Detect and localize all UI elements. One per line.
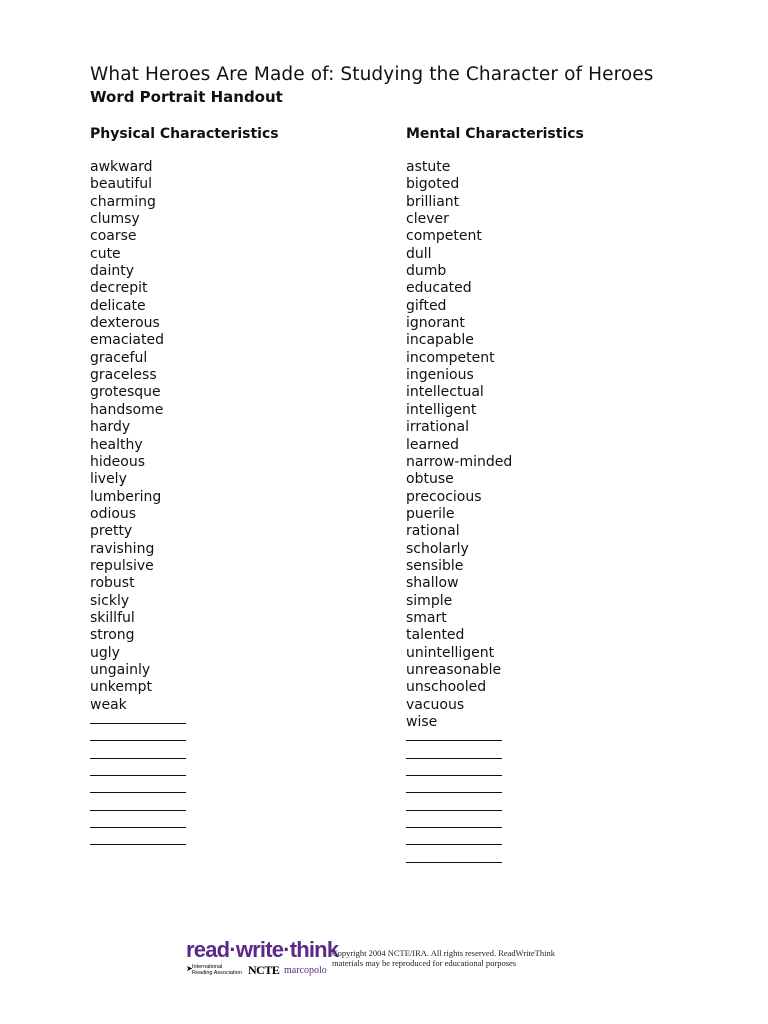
physical-blank-item	[90, 783, 390, 800]
mental-word-item: obtuse	[406, 471, 454, 488]
blank-line	[406, 731, 502, 741]
mental-blank-item	[406, 853, 706, 870]
physical-word-item: beautiful	[90, 176, 153, 193]
logo-word-read: read	[186, 937, 230, 962]
physical-word-item: skillful	[90, 609, 135, 626]
mental-word-item: irrational	[406, 419, 470, 436]
physical-word-item: charming	[90, 193, 156, 210]
physical-word-item: robust	[90, 575, 135, 592]
physical-blank-item	[90, 731, 390, 748]
copyright-line-2: materials may be reproduced for educational purposes	[332, 958, 517, 968]
physical-word-item: odious	[90, 505, 137, 522]
mental-word-item: brilliant	[406, 193, 460, 210]
blank-line	[406, 766, 502, 776]
logo-wordmark	[186, 938, 338, 962]
mental-word-item: talented	[406, 627, 465, 644]
mental-word-item: vacuous	[406, 696, 465, 713]
physical-word-item: pretty	[90, 523, 133, 540]
physical-word-item: decrepit	[90, 280, 148, 297]
logo-separator: ·	[283, 937, 290, 962]
mental-word-item: puerile	[406, 505, 455, 522]
blank-line	[406, 853, 502, 863]
physical-word-item: cute	[90, 245, 121, 262]
mental-word-item: bigoted	[406, 176, 460, 193]
physical-blank-item	[90, 749, 390, 766]
mental-word-item: dull	[406, 245, 432, 262]
mental-word-item: educated	[406, 280, 472, 297]
mental-blank-item	[406, 818, 706, 835]
mental-word-item: incapable	[406, 332, 474, 349]
mental-word-item: ignorant	[406, 315, 465, 332]
mental-word-item: precocious	[406, 488, 482, 505]
mental-word-item: incompetent	[406, 349, 495, 366]
blank-line	[406, 801, 502, 811]
physical-word-item: graceless	[90, 367, 157, 384]
physical-word-item: hardy	[90, 419, 131, 436]
copyright-line-1: Copyright 2004 NCTE/IRA. All rights reserved. ReadWriteThink	[332, 948, 555, 958]
physical-word-item: repulsive	[90, 557, 154, 574]
blank-line	[406, 835, 502, 845]
mental-blank-item	[406, 783, 706, 800]
mental-word-item: intelligent	[406, 401, 477, 418]
blank-line	[90, 801, 186, 811]
physical-word-item: clumsy	[90, 211, 140, 228]
mental-word-item: learned	[406, 436, 459, 453]
blank-line	[406, 818, 502, 828]
mental-word-list	[406, 159, 706, 870]
physical-blank-item	[90, 835, 390, 852]
physical-word-item: delicate	[90, 297, 146, 314]
blank-line	[406, 783, 502, 793]
mental-word-item: scholarly	[406, 540, 469, 557]
mental-word-item: simple	[406, 592, 453, 609]
blank-line	[90, 766, 186, 776]
physical-blank-item	[90, 801, 390, 818]
mental-word-item: shallow	[406, 575, 459, 592]
physical-word-item: unkempt	[90, 679, 152, 696]
mental-word-item: rational	[406, 523, 460, 540]
mental-word-item: ingenious	[406, 367, 474, 384]
physical-blank-item	[90, 818, 390, 835]
physical-word-item: graceful	[90, 349, 148, 366]
physical-word-item: grotesque	[90, 384, 161, 401]
mental-word-item: smart	[406, 609, 447, 626]
mental-word-item: unreasonable	[406, 661, 502, 678]
ira-arrow-icon: ➤	[186, 964, 193, 973]
copyright-notice	[332, 948, 555, 968]
blank-line	[90, 714, 186, 724]
logo-word-write: write	[235, 937, 284, 962]
mental-word-item: narrow-minded	[406, 453, 513, 470]
page-subtitle: Word Portrait Handout	[90, 88, 283, 106]
mental-word-item: competent	[406, 228, 482, 245]
mental-blank-item	[406, 801, 706, 818]
partner-ira: International Reading Association	[192, 964, 242, 976]
logo-word-think: think	[289, 937, 339, 962]
physical-word-item: handsome	[90, 401, 164, 418]
physical-word-item: ugly	[90, 644, 120, 661]
physical-word-item: ravishing	[90, 540, 155, 557]
mental-word-item: wise	[406, 714, 438, 730]
mental-blank-item	[406, 731, 706, 748]
physical-word-list	[90, 159, 390, 853]
mental-blank-item	[406, 766, 706, 783]
physical-word-item: lively	[90, 471, 127, 488]
physical-word-item: sickly	[90, 592, 130, 609]
mental-blank-item	[406, 835, 706, 852]
mental-word-item: dumb	[406, 263, 447, 280]
blank-line	[90, 835, 186, 845]
readwritethink-logo	[186, 937, 339, 982]
blank-line	[90, 818, 186, 828]
physical-blank-item	[90, 766, 390, 783]
logo-partners	[186, 963, 328, 979]
physical-word-item: healthy	[90, 436, 143, 453]
physical-word-item: coarse	[90, 228, 137, 245]
mental-word-item: intellectual	[406, 384, 484, 401]
blank-line	[90, 731, 186, 741]
partner-marcopolo: marcopolo	[284, 965, 327, 976]
mental-word-item: sensible	[406, 557, 464, 574]
blank-line	[406, 749, 502, 759]
physical-word-item: awkward	[90, 159, 153, 175]
mental-word-item: unschooled	[406, 679, 487, 696]
physical-word-item: strong	[90, 627, 135, 644]
physical-word-item: weak	[90, 696, 127, 713]
physical-word-item: dexterous	[90, 315, 160, 332]
mental-word-item: clever	[406, 211, 449, 228]
mental-characteristics-column	[406, 124, 706, 870]
physical-word-item: hideous	[90, 453, 145, 470]
mental-word-item: unintelligent	[406, 644, 495, 661]
partner-ncte: NCTE	[248, 963, 280, 977]
page-title: What Heroes Are Made of: Studying the Character of Heroes	[90, 64, 654, 85]
physical-blank-item	[90, 714, 390, 731]
blank-line	[90, 749, 186, 759]
blank-line	[90, 783, 186, 793]
mental-word-item: gifted	[406, 297, 447, 314]
mental-word-item: astute	[406, 159, 451, 175]
mental-blank-item	[406, 749, 706, 766]
mental-characteristics-heading: Mental Characteristics	[406, 126, 584, 142]
physical-word-item: ungainly	[90, 661, 151, 678]
footer	[186, 938, 606, 982]
logo-separator: ·	[229, 937, 236, 962]
physical-characteristics-column	[90, 124, 390, 853]
physical-word-item: dainty	[90, 263, 135, 280]
physical-word-item: emaciated	[90, 332, 164, 349]
physical-characteristics-heading: Physical Characteristics	[90, 126, 279, 142]
physical-word-item: lumbering	[90, 488, 162, 505]
